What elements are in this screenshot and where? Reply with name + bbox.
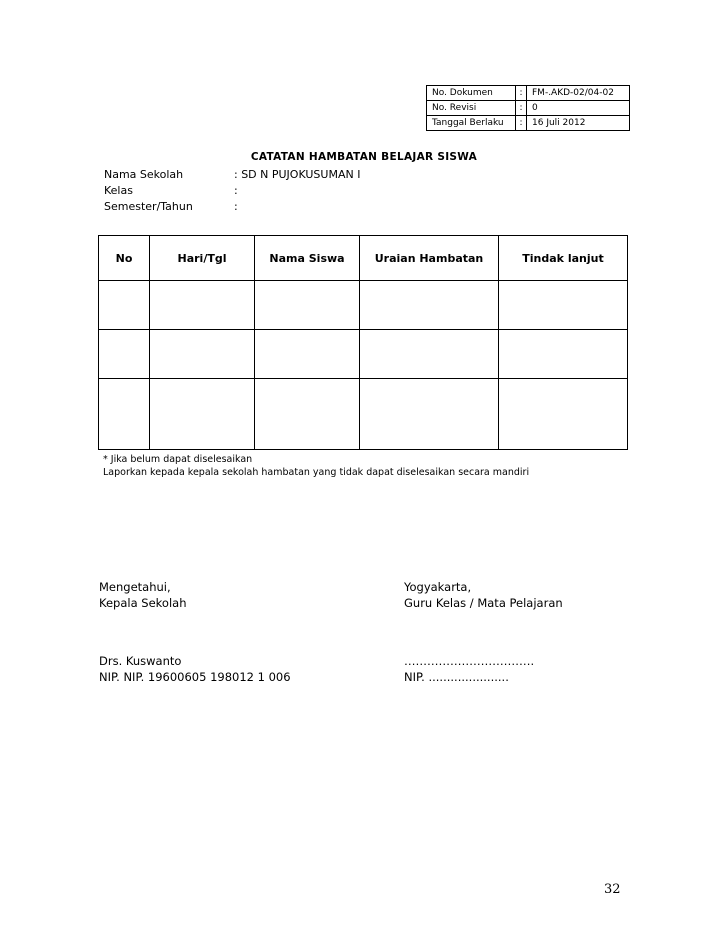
column-header-date: Hari/Tgl: [150, 236, 255, 281]
doc-info-row: [427, 86, 630, 101]
table-cell: [255, 281, 360, 330]
table-cell: [499, 379, 628, 450]
column-header-no: No: [99, 236, 150, 281]
table-cell: [360, 281, 499, 330]
doc-info-value: FM-.AKD-02/04-02: [527, 86, 630, 101]
doc-info-row: [427, 101, 630, 116]
obstacles-table: [98, 235, 628, 450]
left-signature-name: Drs. Kuswanto: [99, 654, 182, 668]
table-cell: [255, 379, 360, 450]
document-info-table: [426, 85, 630, 131]
doc-info-separator: :: [516, 101, 527, 116]
table-cell: [255, 330, 360, 379]
left-signature-nip: NIP. NIP. 19600605 198012 1 006: [99, 670, 291, 684]
table-cell: [499, 330, 628, 379]
left-signature-acknowledged: Mengetahui,: [99, 580, 171, 594]
school-info-row: [104, 183, 238, 199]
table-cell: [99, 281, 150, 330]
right-signature-place: Yogyakarta,: [404, 580, 472, 594]
school-info-row: [104, 167, 360, 183]
column-header-follow-up: Tindak lanjut: [499, 236, 628, 281]
doc-info-label: No. Dokumen: [427, 86, 516, 101]
school-info-row: [104, 199, 238, 215]
table-cell: [150, 281, 255, 330]
footnote-line: * Jika belum dapat diselesaikan: [103, 454, 253, 465]
table-cell: [99, 379, 150, 450]
column-header-student-name: Nama Siswa: [255, 236, 360, 281]
school-info-value: : SD N PUJOKUSUMAN I: [234, 168, 361, 181]
table-cell: [499, 281, 628, 330]
left-signature-role: Kepala Sekolah: [99, 596, 187, 610]
page-number: 32: [604, 882, 621, 897]
table-cell: [150, 330, 255, 379]
table-cell: [360, 330, 499, 379]
doc-info-row: [427, 116, 630, 131]
doc-info-value: 0: [527, 101, 630, 116]
doc-info-separator: :: [516, 116, 527, 131]
table-cell: [99, 330, 150, 379]
column-header-obstacle-description: Uraian Hambatan: [360, 236, 499, 281]
table-cell: [150, 379, 255, 450]
table-row: [99, 330, 628, 379]
footnote-line: Laporkan kepada kepala sekolah hambatan yang tidak dapat diselesaikan secara mandiri: [103, 467, 530, 478]
school-info-value: :: [234, 184, 238, 197]
document-title: CATATAN HAMBATAN BELAJAR SISWA: [250, 151, 478, 163]
doc-info-label: No. Revisi: [427, 101, 516, 116]
school-info-label: Semester/Tahun: [104, 200, 193, 213]
right-signature-nip: NIP. ......................: [404, 670, 509, 684]
school-info-label: Nama Sekolah: [104, 168, 184, 181]
doc-info-label: Tanggal Berlaku: [427, 116, 516, 131]
school-info-value: :: [234, 200, 238, 213]
right-signature-role: Guru Kelas / Mata Pelajaran: [404, 596, 563, 610]
table-cell: [360, 379, 499, 450]
table-row: [99, 281, 628, 330]
table-header-row: [99, 236, 628, 281]
right-signature-name: …………………………….: [404, 654, 535, 668]
doc-info-value: 16 Juli 2012: [527, 116, 630, 131]
table-row: [99, 379, 628, 450]
doc-info-separator: :: [516, 86, 527, 101]
school-info-label: Kelas: [104, 184, 133, 197]
